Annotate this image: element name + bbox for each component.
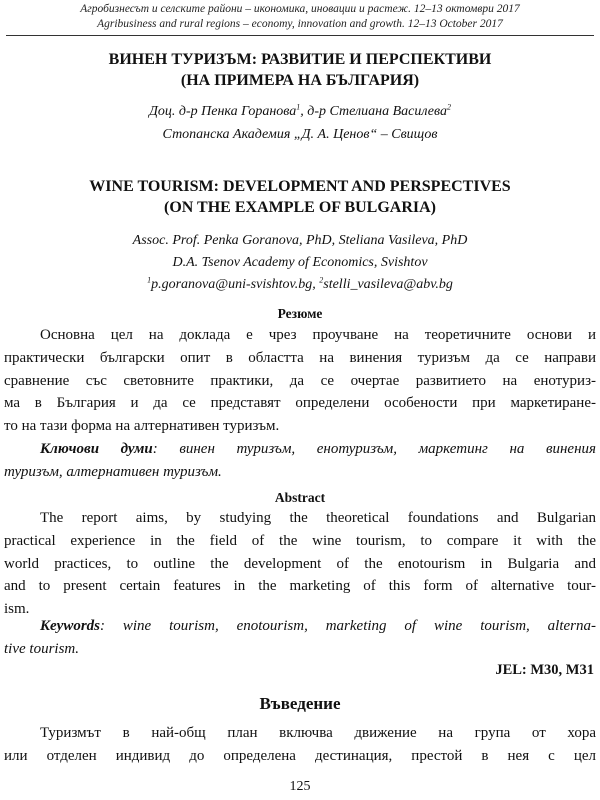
intro-body: [4, 722, 596, 768]
rezyume-line: сравнение със световните практики, да се очертае развитието на енотуриз-: [4, 372, 596, 389]
jel-codes: JEL: M30, M31: [495, 662, 594, 678]
intro-line: или отделен индивид до определена дестинация, престой в нея с цел: [4, 747, 596, 764]
rezyume-keywords-label: Ключови думи: [40, 441, 153, 457]
rezyume-body: [4, 324, 596, 438]
abstract-line: practical experience in the field of the wine tourism, to compare it with the: [4, 532, 596, 549]
abstract-line: and to present certain features in the marketing of this form of alternative tour-: [4, 578, 596, 595]
abstract-line: The report aims, by studying the theoretical foundations and Bulgarian: [40, 510, 596, 526]
bg-title-line1: ВИНЕН ТУРИЗЪМ: РАЗВИТИЕ И ПЕРСПЕКТИВИ: [108, 51, 492, 68]
bg-affiliation: Стопанска Академия „Д. А. Ценов“ – Свищов: [162, 127, 438, 142]
intro-heading: Въведение: [259, 694, 341, 713]
rezyume-heading: Резюме: [277, 306, 323, 321]
header-rule: [6, 35, 594, 36]
email2-link[interactable]: stelli_vasileva@abv.bg: [323, 277, 453, 292]
running-header: [0, 2, 600, 32]
bg-author-sep: ,: [300, 104, 308, 119]
running-header-en: Agribusiness and rural regions – economy, innovation and growth. 12–13 October 2017: [97, 18, 503, 30]
abstract-line: world practices, to outline the development of the enotourism in Bulgaria and: [4, 555, 596, 572]
rezyume-line: ма в България и да се представят определени особености при маркетиране-: [4, 395, 596, 412]
running-header-bg: Агробизнесът и селските райони – икономика, иновации и растеж. 12–13 октомври 2017: [80, 3, 520, 15]
abstract-line: ism.: [4, 601, 30, 618]
bg-author1-sup: 1: [296, 102, 301, 112]
abstract-heading: Abstract: [274, 490, 326, 505]
abstract-keywords-line1: [4, 615, 596, 638]
rezyume-line: то на тази форма на алтернативен туризъм.: [4, 418, 280, 435]
email1-sup: 1: [147, 275, 152, 285]
en-title-line2: (ON THE EXAMPLE OF BULGARIA): [163, 199, 436, 216]
intro-line: Туризмът в най-общ план включва движение на група от хора: [40, 725, 596, 741]
page-number: 125: [289, 779, 311, 794]
rezyume-line: Основна цел на доклада е чрез проучване на теоретичните основи и: [40, 327, 596, 343]
en-emails: [0, 276, 600, 294]
bg-author1: Доц. д-р Пенка Горанова: [148, 104, 297, 119]
abstract-keywords-text2: tive tourism.: [4, 640, 79, 657]
rezyume-keywords-text2: туризъм, алтернативен туризъм.: [4, 463, 222, 480]
bg-title-line2: (НА ПРИМЕРА НА БЪЛГАРИЯ): [180, 72, 420, 89]
rezyume-keywords: [4, 438, 596, 484]
email1-link[interactable]: p.goranova@uni-svishtov.bg,: [151, 277, 320, 292]
rezyume-line: практически български опит в областта на винения туризъм да се направи: [4, 349, 596, 366]
en-authors: Assoc. Prof. Penka Goranova, PhD, Steliana Vasileva, PhD: [132, 233, 468, 248]
abstract-body: [4, 507, 596, 621]
rezyume-keywords-text1: : винен туризъм, енотуризъм, маркетинг на винения: [152, 441, 596, 457]
en-affiliation: D.A. Tsenov Academy of Economics, Svishtov: [172, 255, 428, 270]
abstract-keywords-text1: : wine tourism, enotourism, marketing of wine tourism, alterna-: [100, 618, 596, 634]
abstract-keywords: [4, 615, 596, 661]
bg-author2-sup: 2: [447, 102, 452, 112]
en-title-line1: WINE TOURISM: DEVELOPMENT AND PERSPECTIVES: [89, 178, 511, 195]
bg-authors: [0, 103, 600, 121]
abstract-keywords-label: Keywords: [40, 618, 100, 634]
email2-sup: 2: [319, 275, 324, 285]
rezyume-keywords-line1: [4, 438, 596, 461]
bg-author2: д-р Стелиана Василева: [307, 104, 448, 119]
